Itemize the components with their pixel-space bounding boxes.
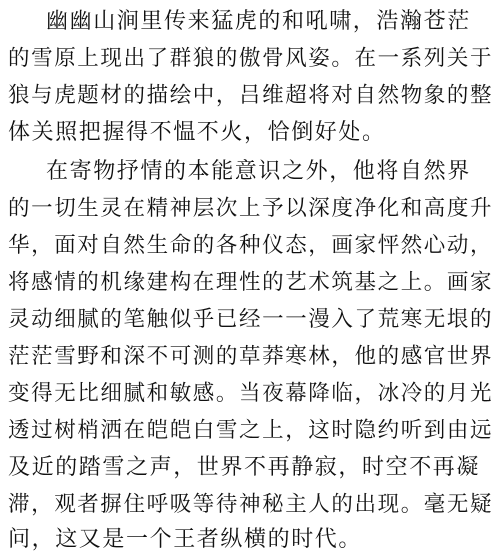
text-line: 的雪原上现出了群狼的傲骨风姿。在一系列关于	[8, 46, 494, 71]
text-line: 问，这又是一个王者纵横的时代。	[8, 527, 363, 552]
text-line: 滞，观者摒住呼吸等待神秘主人的出现。毫无疑	[8, 492, 494, 517]
text-line: 及近的踏雪之声，世界不再静寂，时空不再凝	[8, 455, 481, 480]
text-line: 将感情的机缘建构在理性的艺术筑基之上。画家	[8, 270, 494, 295]
text-line: 变得无比细腻和敏感。当夜幕降临，冰冷的月光	[8, 381, 494, 406]
text-line: 华，面对自然生命的各种仪态，画家怦然心动，	[8, 233, 494, 258]
text-line: 在寄物抒情的本能意识之外，他将自然界	[46, 159, 471, 184]
text-line: 灵动细腻的笔触似乎已经一一漫入了荒寒无垠的	[8, 307, 494, 332]
text-line: 狼与虎题材的描绘中，吕维超将对自然物象的整	[8, 83, 494, 108]
text-line: 透过树梢洒在皑皑白雪之上，这时隐约听到由远	[8, 418, 494, 443]
text-line: 体关照把握得不愠不火，恰倒好处。	[8, 120, 386, 145]
text-line: 幽幽山涧里传来猛虎的和吼啸，浩瀚苍茫	[46, 9, 471, 34]
text-line: 茫茫雪野和深不可测的草莽寒林，他的感官世界	[8, 344, 494, 369]
text-line: 的一切生灵在精神层次上予以深度净化和高度升	[8, 196, 494, 221]
